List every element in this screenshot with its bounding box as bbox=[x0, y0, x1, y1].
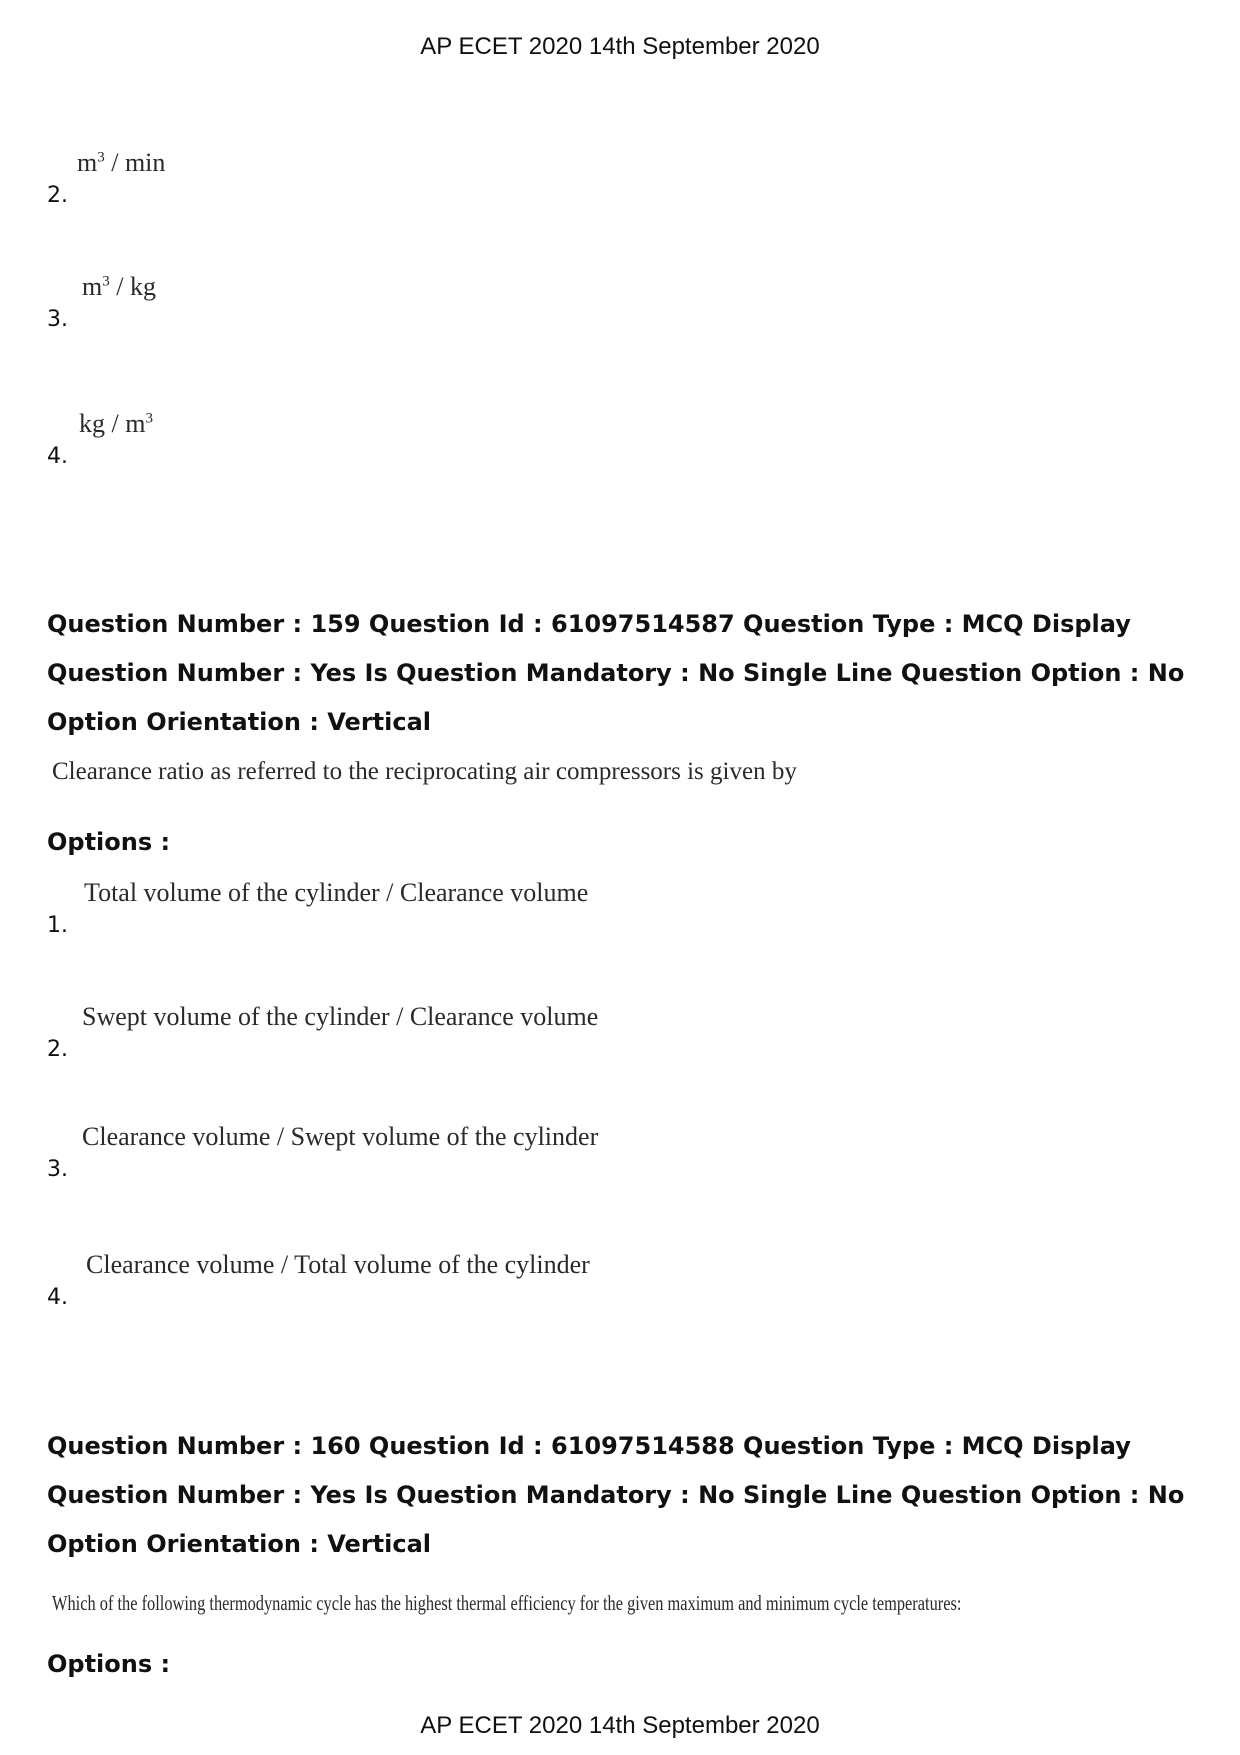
option-text: Clearance volume / Swept volume of the cylinder bbox=[82, 1122, 599, 1151]
option-number: 1. bbox=[47, 913, 68, 938]
option-unit: $m^3$ / kg bbox=[82, 272, 156, 301]
page-footer: AP ECET 2020 14th September 2020 bbox=[420, 1712, 820, 1739]
question-159-meta: Question Number : 159 Question Id : 61097514587 Question Type : MCQ Display Question Number : Yes Is Question Mandatory : No Single Line Question Option : No Option Orientation : Vertical bbox=[47, 610, 1185, 736]
option-number: 2. bbox=[47, 1037, 68, 1062]
option-text: Swept volume of the cylinder / Clearance volume bbox=[82, 1002, 599, 1031]
question-160-meta: Question Number : 160 Question Id : 61097514588 Question Type : MCQ Display Question Number : Yes Is Question Mandatory : No Single Line Question Option : No Option Orientation : Vertical bbox=[47, 1432, 1185, 1558]
option-text: Total volume of the cylinder / Clearance volume bbox=[84, 878, 589, 907]
page-header: AP ECET 2020 14th September 2020 bbox=[420, 33, 820, 60]
option-number: 3. bbox=[47, 307, 68, 332]
options-label: Options : bbox=[47, 828, 171, 856]
option-unit: kg / $m^3$ bbox=[79, 409, 153, 438]
option-number: 2. bbox=[47, 183, 68, 208]
option-text: Clearance volume / Total volume of the cylinder bbox=[86, 1250, 590, 1279]
option-number: 3. bbox=[47, 1157, 68, 1182]
question-159-text: Clearance ratio as referred to the reciprocating air compressors is given by bbox=[52, 758, 797, 785]
option-number: 4. bbox=[47, 444, 68, 469]
option-number: 4. bbox=[47, 1285, 68, 1310]
options-label: Options : bbox=[47, 1650, 171, 1678]
option-unit: $m^3$ / min bbox=[77, 148, 166, 177]
question-160-text: Which of the following thermodynamic cycle has the highest thermal efficiency for the given maximum and minimum cycle temperatures: bbox=[52, 1591, 962, 1615]
